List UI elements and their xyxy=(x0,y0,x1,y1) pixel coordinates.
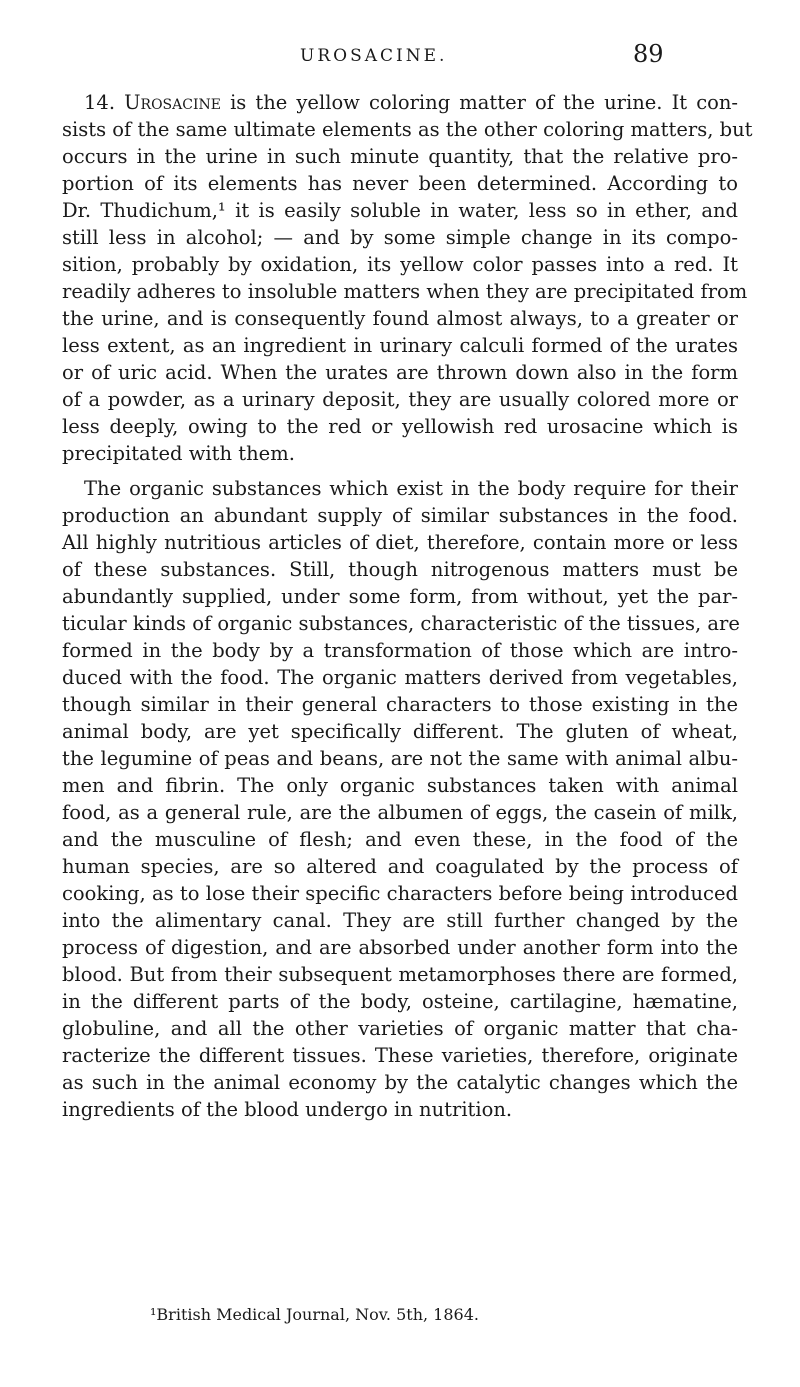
text-line: racterize the different tissues. These varieties, therefore, originate xyxy=(62,1044,738,1067)
text-line: the urine, and is consequently found almost always, to a greater or xyxy=(62,307,738,330)
text-line: or of uric acid. When the urates are thrown down also in the form xyxy=(62,361,738,384)
text-line: the legumine of peas and beans, are not the same with animal albu- xyxy=(62,747,738,770)
text-line: globuline, and all the other varieties of organic matter that cha- xyxy=(62,1017,738,1040)
text-line: of these substances. Still, though nitrogenous matters must be xyxy=(62,558,738,581)
text-line: production an abundant supply of similar substances in the food. xyxy=(62,504,738,527)
text-line: blood. But from their subsequent metamorphoses there are formed, xyxy=(62,963,738,986)
text-line: The organic substances which exist in the body require for their xyxy=(84,477,738,500)
text-line: precipitated with them. xyxy=(62,442,295,465)
text-line: Dr. Thudichum,¹ it is easily soluble in water, less so in ether, and xyxy=(62,199,738,222)
text-line: less extent, as an ingredient in urinary calculi formed of the urates xyxy=(62,334,738,357)
text-line: though similar in their general characters to those existing in the xyxy=(62,693,738,716)
text-line: human species, are so altered and coagulated by the process of xyxy=(62,855,738,878)
text-line: abundantly supplied, under some form, from without, yet the par- xyxy=(62,585,738,608)
text-line: readily adheres to insoluble matters when they are precipitated from xyxy=(62,280,748,303)
text-line: All highly nutritious articles of diet, therefore, contain more or less xyxy=(62,531,738,554)
text-line: and the musculine of flesh; and even these, in the food of the xyxy=(62,828,738,851)
text-line: portion of its elements has never been determined. According to xyxy=(62,172,738,195)
page-number: 89 xyxy=(633,40,664,68)
paragraph-urosacine xyxy=(62,89,753,467)
text-line: process of digestion, and are absorbed under another form into the xyxy=(62,936,738,959)
page-header xyxy=(0,40,800,70)
text-line: less deeply, owing to the red or yellowish red urosacine which is xyxy=(62,415,738,438)
text-line: of a powder, as a urinary deposit, they are usually colored more or xyxy=(62,388,738,411)
text-line: 14. Urosacine is the yellow coloring matter of the urine. It con- xyxy=(84,91,739,114)
text-line: food, as a general rule, are the albumen of eggs, the casein of milk, xyxy=(62,801,738,824)
text-line: still less in alcohol; — and by some simple change in its compo- xyxy=(62,226,738,249)
text-line: men and fibrin. The only organic substances taken with animal xyxy=(62,774,738,797)
text-line: ticular kinds of organic substances, characteristic of the tissues, are xyxy=(62,612,740,635)
text-line: ingredients of the blood undergo in nutrition. xyxy=(62,1098,513,1121)
footnote: ¹British Medical Journal, Nov. 5th, 1864. xyxy=(150,1305,479,1324)
text-line: sists of the same ultimate elements as the other coloring matters, but xyxy=(62,118,753,141)
text-line: as such in the animal economy by the catalytic changes which the xyxy=(62,1071,738,1094)
text-line: occurs in the urine in such minute quantity, that the relative pro- xyxy=(62,145,738,168)
running-title: UROSACINE. xyxy=(300,46,448,66)
paragraph-organic-substances xyxy=(62,475,738,1123)
text-line: cooking, as to lose their specific characters before being introduced xyxy=(62,882,738,905)
text-line: animal body, are yet specifically different. The gluten of wheat, xyxy=(62,720,738,743)
text-line: formed in the body by a transformation of those which are intro- xyxy=(62,639,738,662)
text-line: into the alimentary canal. They are still further changed by the xyxy=(62,909,738,932)
text-line: duced with the food. The organic matters derived from vegetables, xyxy=(62,666,738,689)
text-line: sition, probably by oxidation, its yellow color passes into a red. It xyxy=(62,253,738,276)
text-line: in the different parts of the body, osteine, cartilagine, hæmatine, xyxy=(62,990,738,1013)
